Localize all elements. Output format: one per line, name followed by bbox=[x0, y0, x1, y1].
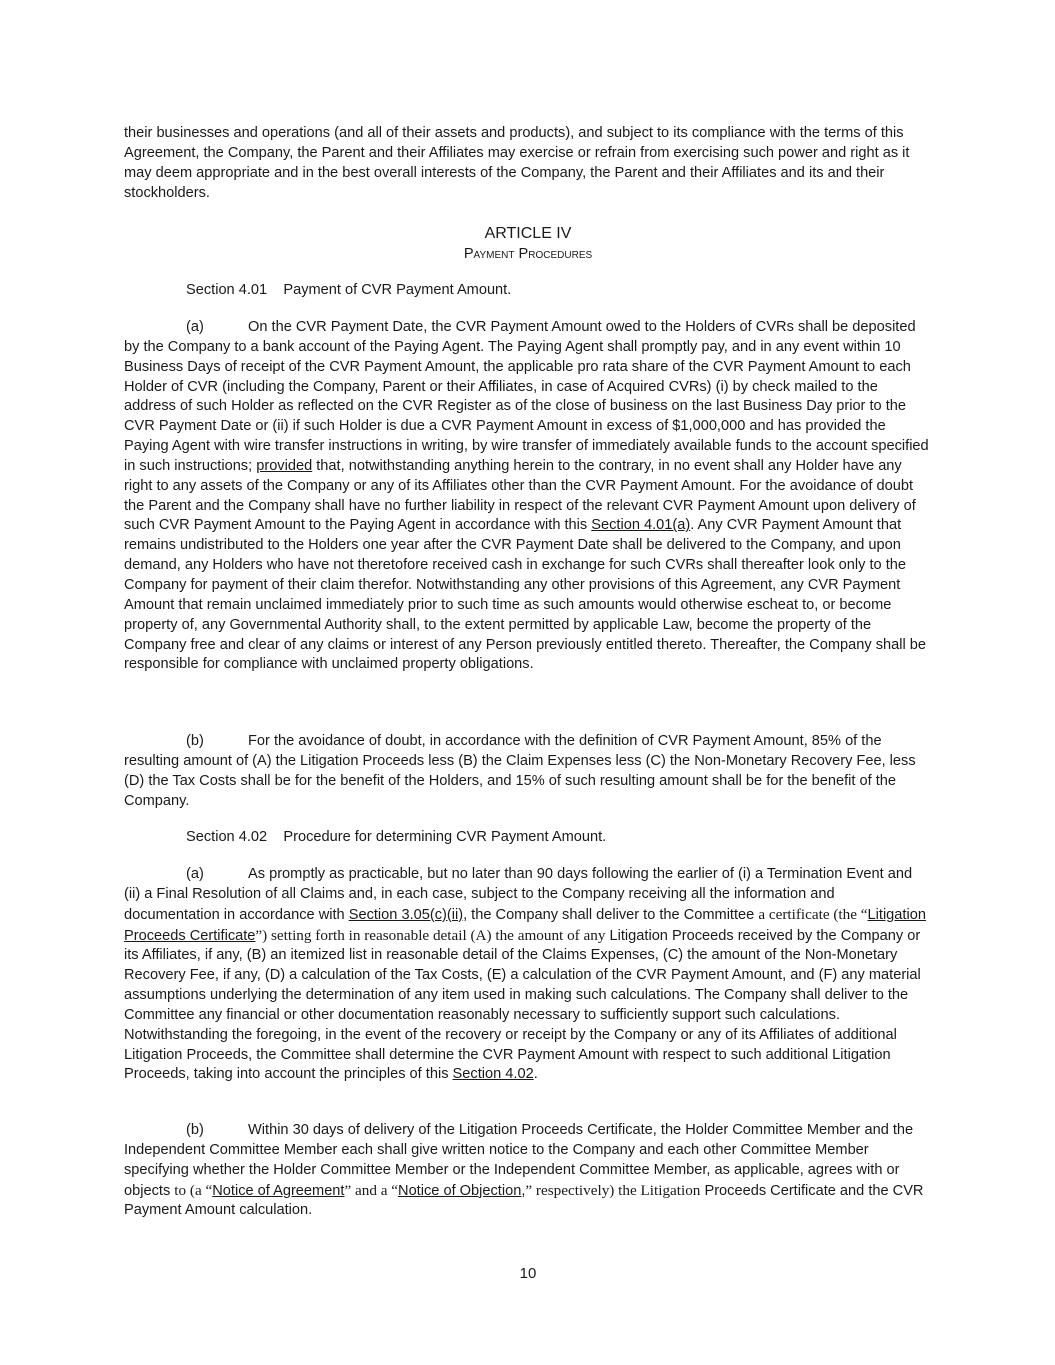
section-number: Section 4.01 bbox=[186, 282, 268, 298]
serif-text: to (a “ bbox=[174, 1181, 213, 1199]
serif-text: ” respectively) the Litigation bbox=[525, 1181, 701, 1199]
section-reference-link[interactable]: Section 3.05(c)(ii) bbox=[348, 906, 464, 923]
article-heading: ARTICLE IV bbox=[484, 225, 572, 242]
section-number: Section 4.02 bbox=[186, 829, 268, 845]
section-title: Procedure for determining CVR Payment Amount. bbox=[283, 829, 607, 845]
defined-term: Litigation Proceeds Certificate bbox=[124, 906, 926, 944]
paragraph-text: As promptly as practicable, but no later than 90 days following the earlier of (i) a Termination Event and (ii) a Final Resolution of all Claims and, in each case, subject to the Company receiving all the information and documentation in accordance with bbox=[124, 866, 913, 923]
paragraph-label: (b) bbox=[186, 733, 204, 749]
paragraph-4-02-a bbox=[124, 865, 932, 1085]
paragraph-4-02-b bbox=[124, 1121, 932, 1221]
page-number: 10 bbox=[519, 1265, 537, 1282]
paragraph-text-end: Proceeds Certificate and the CVR Payment Amount calculation. bbox=[124, 1182, 924, 1219]
paragraph-label: (b) bbox=[186, 1122, 204, 1138]
paragraph-4-01-b bbox=[124, 732, 932, 811]
intro-paragraph bbox=[124, 124, 932, 203]
section-reference-link[interactable]: Section 4.01(a) bbox=[591, 517, 691, 534]
section-4-01-heading bbox=[124, 281, 932, 301]
defined-term: Notice of Agreement bbox=[212, 1182, 345, 1199]
intro-text: their businesses and operations (and all of their assets and products), and subject to its compliance with the terms of this Agreement, the Company, the Parent and their Affiliates may exercise or refrain from exercising such power and right as it may deem appropriate and in the best overall interests of the Company, the Parent and their Affiliates and its and their stockholders. bbox=[124, 125, 910, 201]
section-title: Payment of CVR Payment Amount. bbox=[283, 282, 512, 298]
paragraph-text-continued: that, notwithstanding anything herein to the contrary, in no event shall any Holder have any right to any assets of the Company or any of its Affiliates other than the CVR Payment Amount. For the avoidance of doubt the Parent and the Company shall have no further liability in respect of the relevant CVR Payment Amount upon delivery of such CVR Payment Amount to the Paying Agent in accordance with this bbox=[124, 457, 916, 534]
paragraph-text: Within 30 days of delivery of the Litigation Proceeds Certificate, the Holder Committee Member and the Independent Committee Member each shall give written notice to the Company and each other Committee Member specifying whether the Holder Committee Member or the Independent Committee Member, as applicable, agrees with or objects bbox=[124, 1122, 914, 1199]
article-subheading: Payment Procedures bbox=[463, 246, 593, 262]
paragraph-text: On the CVR Payment Date, the CVR Payment Amount owed to the Holders of CVRs shall be deposited by the Company to a bank account of the Paying Agent. The Paying Agent shall promptly pay, and in any event within 10 Business Days of receipt of the CVR Payment Amount, the applicable pro rata share of the CVR Payment Amount to each Holder of CVR (including the Company, Parent or their Affiliates, in case of Acquired CVRs) (i) by check mailed to the address of such Holder as reflected on the CVR Register as of the close of business on the last Business Day prior to the CVR Payment Date or (ii) if such Holder is due a CVR Payment Amount in excess of $1,000,000 and has provided the Paying Agent with wire transfer instructions in writing, by wire transfer of immediately available funds to the account specified in such instructions; bbox=[124, 319, 929, 474]
provided-term: provided bbox=[256, 457, 313, 474]
paragraph-label: (a) bbox=[186, 319, 204, 335]
defined-term: Notice of Objection, bbox=[398, 1182, 526, 1199]
section-4-02-heading bbox=[124, 828, 932, 848]
paragraph-4-01-a bbox=[124, 318, 932, 675]
paragraph-text-continued: , the Company shall deliver to the Committee bbox=[463, 906, 759, 923]
serif-text: ” and a “ bbox=[344, 1181, 399, 1199]
serif-text: a certificate (the “ bbox=[758, 905, 868, 923]
paragraph-text-end: . bbox=[533, 1066, 538, 1083]
paragraph-text-end: . Any CVR Payment Amount that remains undistributed to the Holders one year after the CVR Payment Date shall be delivered to the Company, and upon demand, any Holders who have not theretofore received cash in exchange for such CVRs shall thereafter look only to the Company for payment of their claim therefor. Notwithstanding any other provisions of this Agreement, any CVR Payment Amount that remain unclaimed immediately prior to such time as such amounts would otherwise escheat to, or become property of, any Governmental Authority shall, to the extent permitted by applicable Law, become the property of the Company free and clear of any claims or interest of any Person previously entitled thereto. Thereafter, the Company shall be responsible for compliance with unclaimed property obligations. bbox=[124, 517, 927, 673]
serif-text: ”) setting forth in reasonable detail (A) the amount of any bbox=[255, 926, 606, 944]
paragraph-text: For the avoidance of doubt, in accordance with the definition of CVR Payment Amount, 85% of the resulting amount of (A) the Litigation Proceeds less (B) the Claim Expenses less (C) the Non-Monetary Recovery Fee, less (D) the Tax Costs shall be for the benefit of the Holders, and 15% of such resulting amount shall be for the benefit of the Company. bbox=[124, 733, 916, 809]
paragraph-text-continued: Litigation Proceeds received by the Company or its Affiliates, if any, (B) an itemized list in reasonable detail of the Claims Expenses, (C) the amount of the Non-Monetary Recovery Fee, if any, (D) a calculation of the Tax Costs, (E) a calculation of the CVR Payment Amount, and (F) any material assumptions underlying the determination of any item used in making such calculations. The Company shall deliver to the Committee any financial or other documentation reasonably necessary to sufficiently support such calculations. Notwithstanding the foregoing, in the event of the recovery or receipt by the Company or any of its Affiliates of additional Litigation Proceeds, the Committee shall determine the CVR Payment Amount with respect to such additional Litigation Proceeds, taking into account the principles of this bbox=[124, 927, 921, 1083]
section-reference-link[interactable]: Section 4.02 bbox=[452, 1066, 534, 1083]
paragraph-label: (a) bbox=[186, 866, 204, 882]
